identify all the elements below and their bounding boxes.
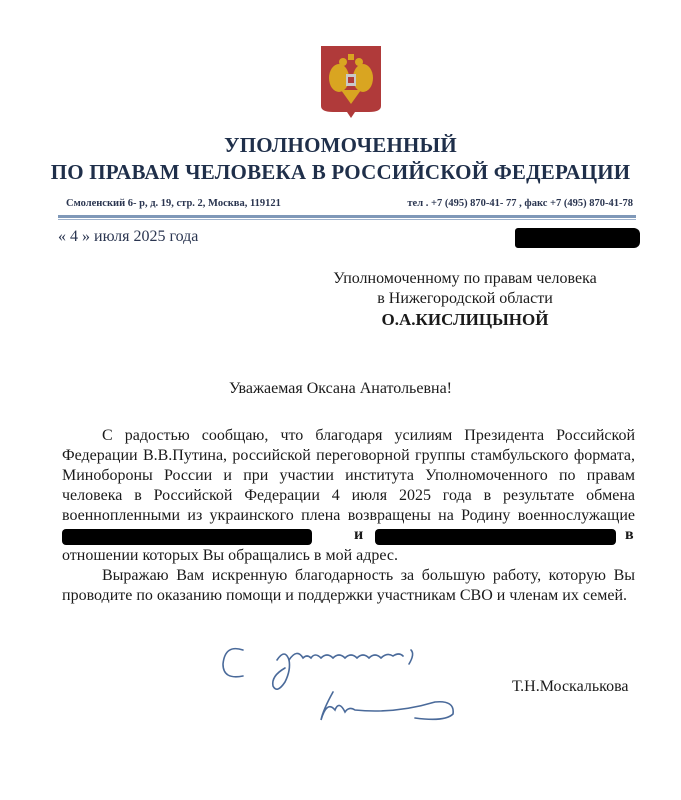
header-divider-thin	[58, 219, 636, 220]
coat-of-arms-emblem	[319, 44, 383, 114]
body-line: С радостью сообщаю, что благодаря усилиям Президента Российской	[102, 427, 635, 444]
handwritten-signature	[215, 630, 475, 740]
header-divider	[58, 215, 636, 218]
body-line: Минобороны России и при участии института Уполномоченного по правам	[62, 467, 635, 484]
issuer-contacts: тел . +7 (495) 870-41- 77 , факс +7 (495) 870-41-78	[407, 198, 633, 209]
issuer-title-line-1: УПОЛНОМОЧЕННЫЙ	[224, 133, 457, 157]
recipient-region: в Нижегородской области	[377, 290, 553, 307]
recipient-title: Уполномоченному по правам человека	[333, 270, 597, 287]
issuer-title-line-2: ПО ПРАВАМ ЧЕЛОВЕКА В РОССИЙСКОЙ ФЕДЕРАЦИИ	[50, 160, 631, 184]
recipient-name: О.А.КИСЛИЦЫНОЙ	[381, 310, 549, 329]
signer-name: Т.Н.Москалькова	[512, 678, 629, 695]
body-line: Выражаю Вам искренную благодарность за большую работу, которую Вы	[102, 567, 635, 584]
body-line: проводите по оказанию помощи и поддержки участникам СВО и членам их семей.	[62, 587, 627, 604]
issuer-address: Смоленский 6- р, д. 19, стр. 2, Москва, 119121	[66, 198, 281, 209]
body-line: Федерации В.В.Путина, российской переговорной группы стамбульского формата,	[62, 447, 635, 464]
conjunction-in: в	[625, 526, 634, 543]
letter-date: « 4 » июля 2025 года	[58, 228, 199, 245]
salutation: Уважаемая Оксана Анатольевна!	[229, 380, 452, 397]
body-line: военнопленными из украинского плена возвращены на Родину военнослужащие	[62, 507, 635, 524]
body-line: человека в Российской Федерации 4 июля 2025 года в результате обмена	[62, 487, 635, 504]
redacted-reference-number	[515, 228, 640, 248]
redacted-name-1	[62, 529, 312, 545]
body-line: отношении которых Вы обращались в мой адрес.	[62, 547, 398, 564]
redacted-name-2	[375, 529, 616, 545]
conjunction-and: и	[354, 526, 364, 543]
